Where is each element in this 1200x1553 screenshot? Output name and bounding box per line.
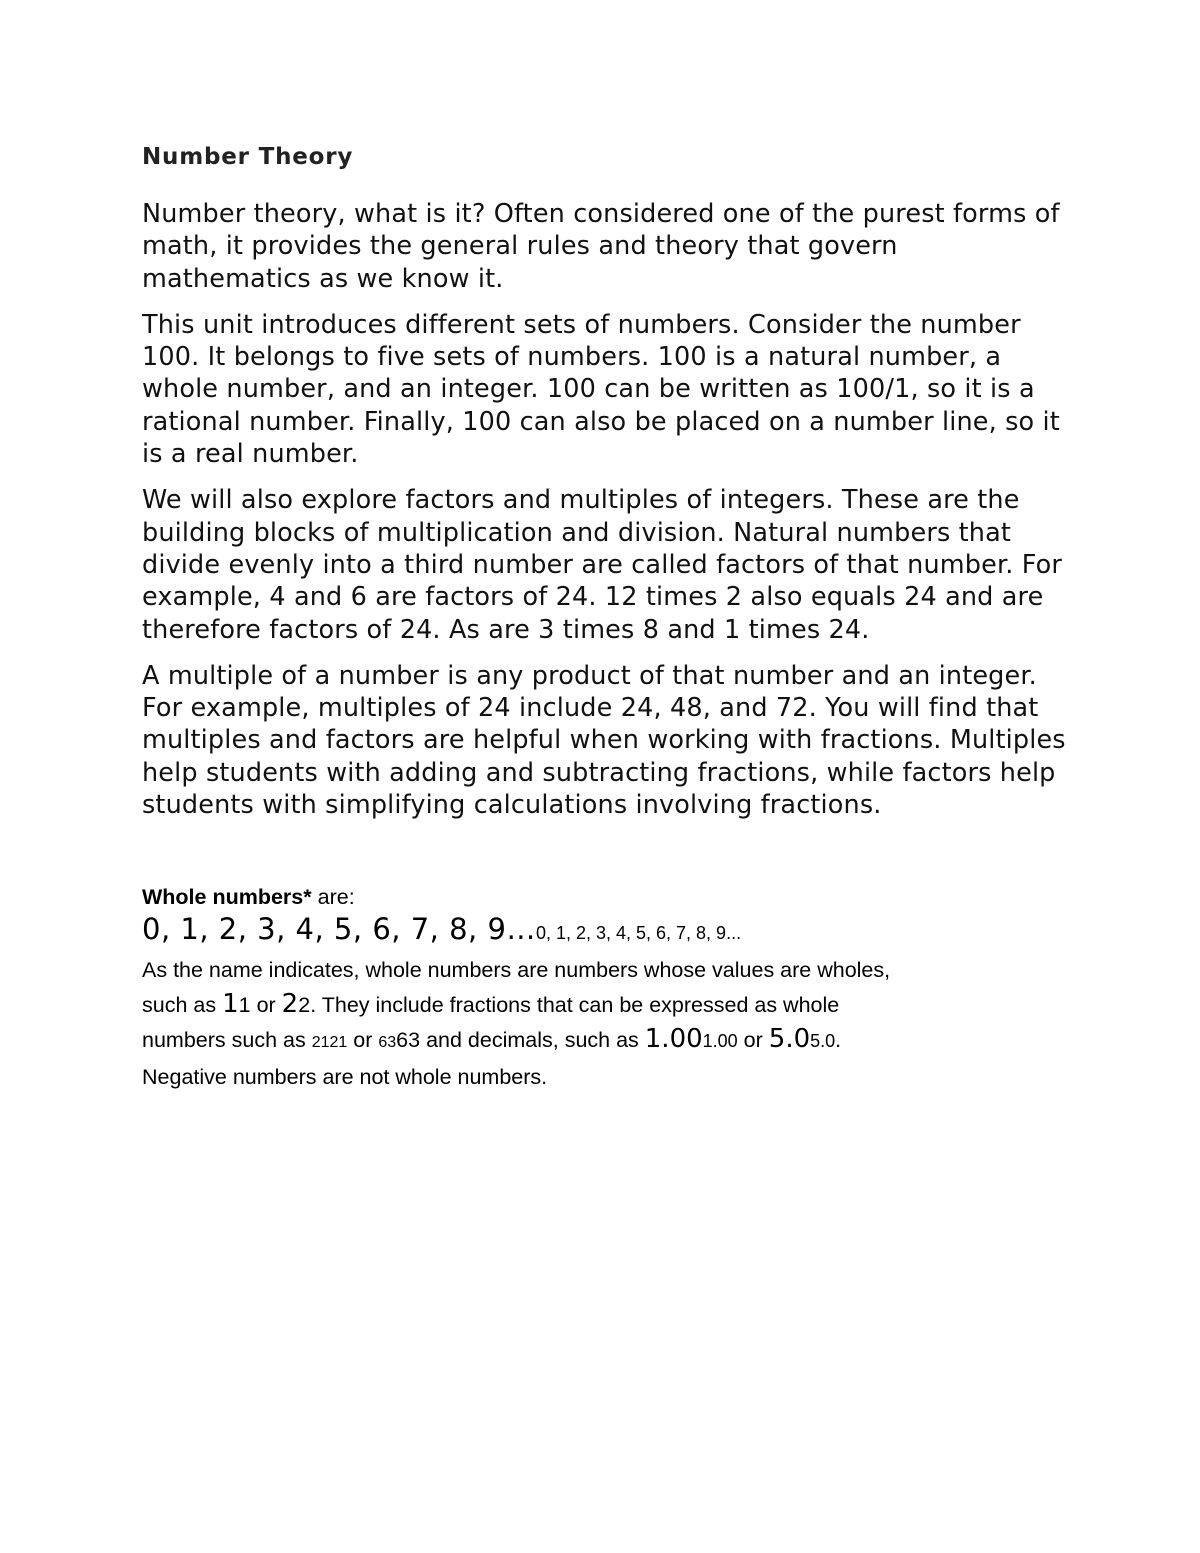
or-text: or (737, 1028, 769, 1053)
whole-numbers-section (142, 883, 1072, 1094)
or-text: or (347, 1028, 379, 1053)
period: . (835, 1028, 842, 1053)
paragraph-factors: We will also explore factors and multiples of integers. These are the building blocks of multiplication and division. Natural numbers that divide evenly into a third number are called factors of that number. For example, 4 and 6 are factors of 24. 12 times 2 also equals 24 and are therefore factors of 24. As are 3 times 8 and 1 times 24. (142, 485, 1063, 645)
decimal-1-render: 1.00 (644, 1024, 703, 1055)
sequence-plain-text: 0, 1, 2, 3, 4, 5, 6, 7, 8, 9... (535, 923, 742, 944)
paragraph-number-sets: This unit introduces different sets of numbers. Consider the number 100. It belongs to five sets of numbers. 100 is a natural number, a whole number, and an integer. 100 can be written as 100/1, so it is a rational number. Finally, 100 can also be placed on a number line, so it is a real number. (142, 309, 1060, 470)
one-math-render: 1 (222, 989, 239, 1020)
desc-decimals-text: and decimals, such as (420, 1028, 645, 1053)
whole-numbers-desc-line-4: Negative numbers are not whole numbers. (142, 1065, 548, 1090)
desc-such-as: such as (142, 993, 223, 1018)
or-text: or (250, 993, 282, 1018)
document-page (142, 140, 1072, 1094)
two-math-render: 2 (281, 989, 299, 1020)
desc-numbers-such-as: numbers such as (142, 1028, 312, 1053)
two-plain: 2 (298, 993, 311, 1018)
fraction-2121: 2121 (311, 1034, 348, 1052)
decimal-5-render: 5.0 (768, 1024, 811, 1055)
fraction-63-render: 63 (378, 1034, 397, 1052)
whole-numbers-heading (142, 883, 1072, 911)
whole-numbers-desc-line-1: As the name indicates, whole numbers are numbers whose values are wholes, (142, 958, 891, 983)
whole-numbers-heading-bold: Whole numbers* (142, 885, 312, 910)
decimal-1-plain: 1.00 (702, 1031, 738, 1052)
whole-numbers-sequence (142, 911, 1072, 953)
fraction-63-plain: 63 (396, 1028, 421, 1053)
document-title: Number Theory (142, 144, 354, 170)
sequence-math-render: 0, 1, 2, 3, 4, 5, 6, 7, 8, 9… (142, 912, 536, 947)
one-plain: 1 (238, 993, 251, 1018)
paragraph-multiples: A multiple of a number is any product of that number and an integer. For example, multiples of 24 include 24, 48, and 72. You will find that multiples and factors are helpful when working with fractions. Multiples help students with adding and subtracting fractions, while factors help students with simplifying calculations involving fractions. (142, 660, 1066, 821)
paragraph-intro: Number theory, what is it? Often considered one of the purest forms of math, it provides the general rules and theory that govern mathematics as we know it. (142, 199, 1060, 294)
whole-numbers-desc-line-3 (142, 1022, 1072, 1060)
whole-numbers-desc-line-2 (142, 987, 1072, 1022)
whole-numbers-heading-rest: are: (311, 885, 355, 910)
decimal-5-plain: 5.0 (810, 1031, 836, 1052)
desc-fractions-text: . They include fractions that can be expressed as whole (310, 993, 840, 1018)
